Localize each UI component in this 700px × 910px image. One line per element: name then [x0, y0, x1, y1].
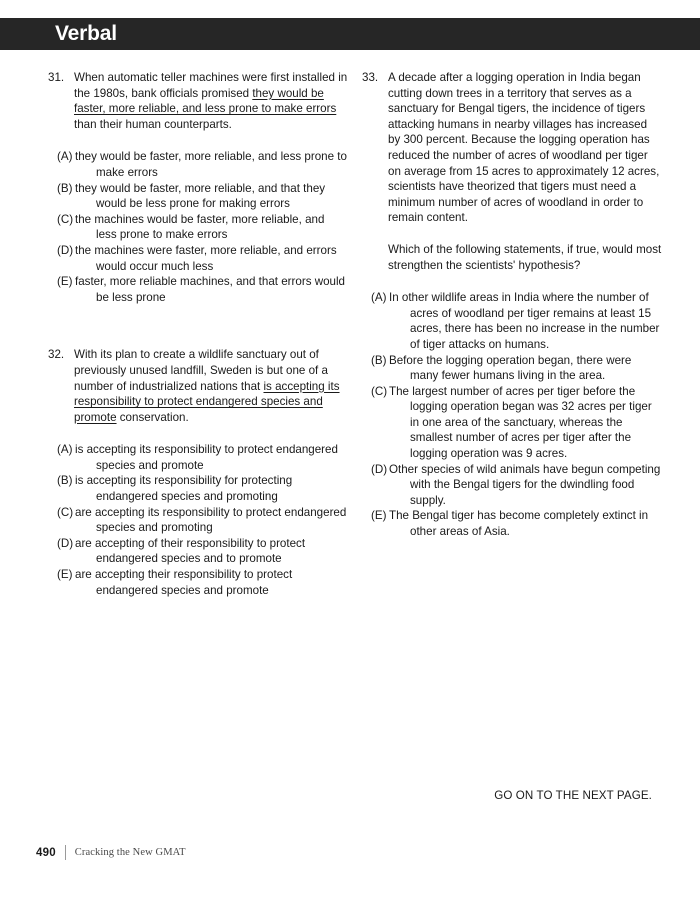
page-title: Verbal [55, 22, 117, 45]
answer-choice-text: are accepting their responsibility to protect endangered species and promote [75, 568, 293, 597]
answer-choice[interactable] [48, 442, 348, 473]
answer-choice-text: the machines would be faster, more reliable, and less prone to make errors [75, 212, 325, 242]
question-stem-text [74, 70, 348, 132]
answer-choice-letter: (E) [371, 509, 387, 523]
answer-choice-text: they would be faster, more reliable, and that they would be less prone for making errors [75, 181, 326, 211]
answer-choice-letter: (A) [371, 291, 387, 305]
answer-choice[interactable] [48, 149, 348, 180]
answer-choice[interactable] [48, 181, 348, 212]
answer-choice-text: are accepting of their responsibility to protect endangered species and to promote [75, 536, 306, 566]
question-stem-text [74, 347, 348, 425]
answer-choice-letter: (B) [57, 474, 73, 488]
answer-choice[interactable] [362, 353, 662, 384]
question-block [48, 347, 348, 636]
answer-choice-text: Other species of wild animals have begun competing with the Bengal tigers for the dwindling food supply. [389, 462, 661, 507]
answer-choice[interactable] [362, 508, 662, 539]
answer-choice[interactable] [48, 536, 348, 567]
answer-choice-letter: (B) [371, 353, 387, 367]
question-column-left [48, 70, 348, 640]
answer-choice[interactable] [48, 212, 348, 243]
answer-choice-list [362, 290, 662, 540]
answer-choice-letter: (D) [57, 536, 74, 550]
answer-choice-text: are accepting its responsibility to protect endangered species and promoting [75, 505, 347, 535]
answer-choice-text: is accepting its responsibility to protect endangered species and promote [75, 443, 338, 472]
block-spacer [362, 556, 662, 578]
answer-choice-text: they would be faster, more reliable, and less prone to make errors [75, 150, 347, 179]
go-on-notice: GO ON TO THE NEXT PAGE. [494, 789, 652, 802]
footer-divider [65, 845, 66, 860]
stem-segment: than their human counterparts. [74, 117, 232, 131]
page-number: 490 [36, 846, 56, 859]
answer-choice-letter: (D) [57, 243, 74, 257]
answer-choice[interactable] [48, 567, 348, 598]
answer-choice-text: In other wildlife areas in India where the number of acres of woodland per tiger remains at least 15 acres, there has been no increase in the number of tiger attacks on humans. [389, 291, 660, 351]
answer-choice-text: faster, more reliable machines, and that errors would be less prone [75, 275, 346, 304]
answer-choice-letter: (E) [57, 275, 73, 289]
answer-choice-text: the machines were faster, more reliable, and errors would occur much less [75, 243, 337, 273]
answer-choice-letter: (A) [57, 150, 73, 164]
question-block [48, 70, 348, 343]
answer-choice-list [48, 149, 348, 305]
answer-choice[interactable] [362, 462, 662, 509]
answer-choice[interactable] [362, 290, 662, 352]
answer-choice-list [48, 442, 348, 598]
answer-choice[interactable] [48, 505, 348, 536]
stem-segment: conservation. [116, 410, 189, 424]
question-stem [48, 70, 348, 132]
question-stem [48, 347, 348, 425]
answer-choice-text: The Bengal tiger has become completely extinct in other areas of Asia. [389, 509, 649, 539]
answer-choice-letter: (A) [57, 443, 73, 457]
answer-choice-letter: (D) [371, 462, 388, 476]
question-number: 33. [362, 71, 379, 84]
underlined-segment: they would be faster, more reliable, and less prone to make errors [74, 86, 337, 116]
answer-choice-letter: (B) [57, 181, 73, 195]
answer-choice-text: Before the logging operation began, there were many fewer humans living in the area. [389, 353, 632, 383]
question-prompt: Which of the following statements, if true, would most strengthen the scientists' hypothesis? [388, 242, 662, 272]
answer-choice-letter: (C) [371, 384, 388, 398]
answer-choice-text: The largest number of acres per tiger before the logging operation began was 32 acres per tiger in one area of the sanctuary, whereas the smallest number of acres per tiger after the logging operation was 9 acres. [389, 384, 652, 461]
question-column-right [362, 70, 662, 582]
book-title: Cracking the New GMAT [74, 847, 186, 858]
question-number: 32. [48, 348, 65, 362]
question-block [362, 70, 662, 578]
question-number: 31. [48, 71, 65, 84]
stem-segment: With its plan to create a wildlife sanctuary out of previously unused landfill, Sweden is but one of a number of industrialized nations that [74, 348, 328, 393]
stem-segment: When automatic teller machines were first installed in the 1980s, bank officials promised [74, 71, 348, 100]
answer-choice[interactable] [48, 274, 348, 305]
block-spacer [48, 321, 348, 343]
block-spacer [48, 614, 348, 636]
stem-segment: A decade after a logging operation in India began cutting down trees in a territory that serves as a sanctuary for Bengal tigers, the incidence of tigers attacking humans in nearby villages has increased by 300 percent. Because the logging operation has reduced the number of acres of woodland per tiger on average from 15 acres to approximately 12 acres, scientists have theorized that tigers must need a minimum number of acres of woodland in order to remain content. [388, 71, 660, 225]
question-stem-text [388, 70, 662, 226]
page-footer [36, 845, 186, 860]
answer-choice-letter: (C) [57, 505, 74, 519]
answer-choice-letter: (C) [57, 212, 74, 226]
underlined-segment: is accepting its responsibility to protect endangered species and promote [74, 379, 340, 424]
question-stem [362, 70, 662, 226]
answer-choice[interactable] [48, 473, 348, 504]
answer-choice-text: is accepting its responsibility for protecting endangered species and promoting [75, 474, 293, 504]
answer-choice-letter: (E) [57, 568, 73, 582]
answer-choice[interactable] [362, 384, 662, 462]
answer-choice[interactable] [48, 243, 348, 274]
